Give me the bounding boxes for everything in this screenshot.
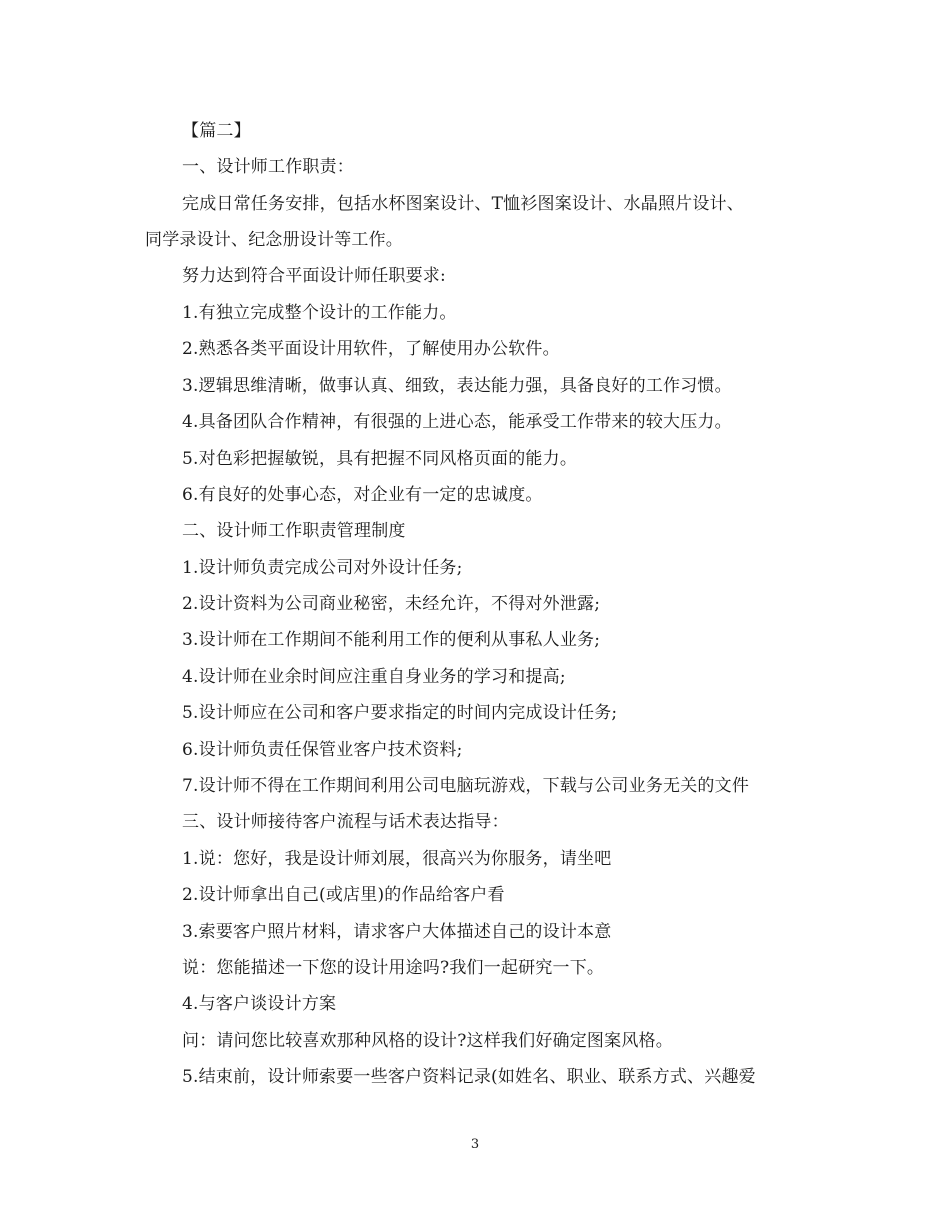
heading-section-3: 三、设计师接待客户流程与话术表达指导：	[182, 812, 509, 832]
dialogue-line: 问：请问您比较喜欢那种风格的设计?这样我们好确定图案风格。	[182, 1031, 673, 1051]
section-heading: 【篇二】	[182, 121, 251, 141]
list-item: 3.逻辑思维清晰，做事认真、细致，表达能力强，具备良好的工作习惯。	[182, 376, 732, 396]
paragraph-line: 同学录设计、纪念册设计等工作。	[145, 230, 403, 250]
list-item: 2.熟悉各类平面设计用软件，了解使用办公软件。	[182, 339, 560, 359]
list-item: 1.有独立完成整个设计的工作能力。	[182, 303, 457, 323]
list-item: 5.设计师应在公司和客户要求指定的时间内完成设计任务;	[182, 703, 618, 723]
list-item: 5.结束前，设计师索要一些客户资料记录(如姓名、职业、联系方式、兴趣爱	[182, 1067, 756, 1087]
list-item: 2.设计师拿出自己(或店里)的作品给客户看	[182, 885, 505, 905]
paragraph-line: 努力达到符合平面设计师任职要求:	[182, 266, 446, 286]
heading-section-1: 一、设计师工作职责：	[182, 157, 354, 177]
list-item: 1.设计师负责完成公司对外设计任务;	[182, 558, 463, 578]
list-item: 7.设计师不得在工作期间利用公司电脑玩游戏，下载与公司业务无关的文件	[182, 776, 750, 796]
list-item: 1.说：您好，我是设计师刘展，很高兴为你服务，请坐吧	[182, 849, 612, 869]
list-item: 6.设计师负责任保管业客户技术资料;	[182, 740, 463, 760]
list-item: 3.索要客户照片材料，请求客户大体描述自己的设计本意	[182, 922, 612, 942]
list-item: 4.设计师在业余时间应注重自身业务的学习和提高;	[182, 667, 566, 687]
list-item: 6.有良好的处事心态，对企业有一定的忠诚度。	[182, 485, 543, 505]
list-item: 4.具备团队合作精神，有很强的上进心态，能承受工作带来的较大压力。	[182, 412, 732, 432]
list-item: 4.与客户谈设计方案	[182, 994, 337, 1014]
paragraph-line: 完成日常任务安排，包括水杯图案设计、T恤衫图案设计、水晶照片设计、	[182, 194, 744, 214]
page-number: 3	[470, 1137, 480, 1152]
list-item: 2.设计资料为公司商业秘密，未经允许，不得对外泄露;	[182, 594, 601, 614]
dialogue-line: 说：您能描述一下您的设计用途吗?我们一起研究一下。	[182, 958, 605, 978]
list-item: 3.设计师在工作期间不能利用工作的便利从事私人业务;	[182, 630, 601, 650]
heading-section-2: 二、设计师工作职责管理制度	[182, 521, 406, 541]
list-item: 5.对色彩把握敏锐，具有把握不同风格页面的能力。	[182, 449, 578, 469]
